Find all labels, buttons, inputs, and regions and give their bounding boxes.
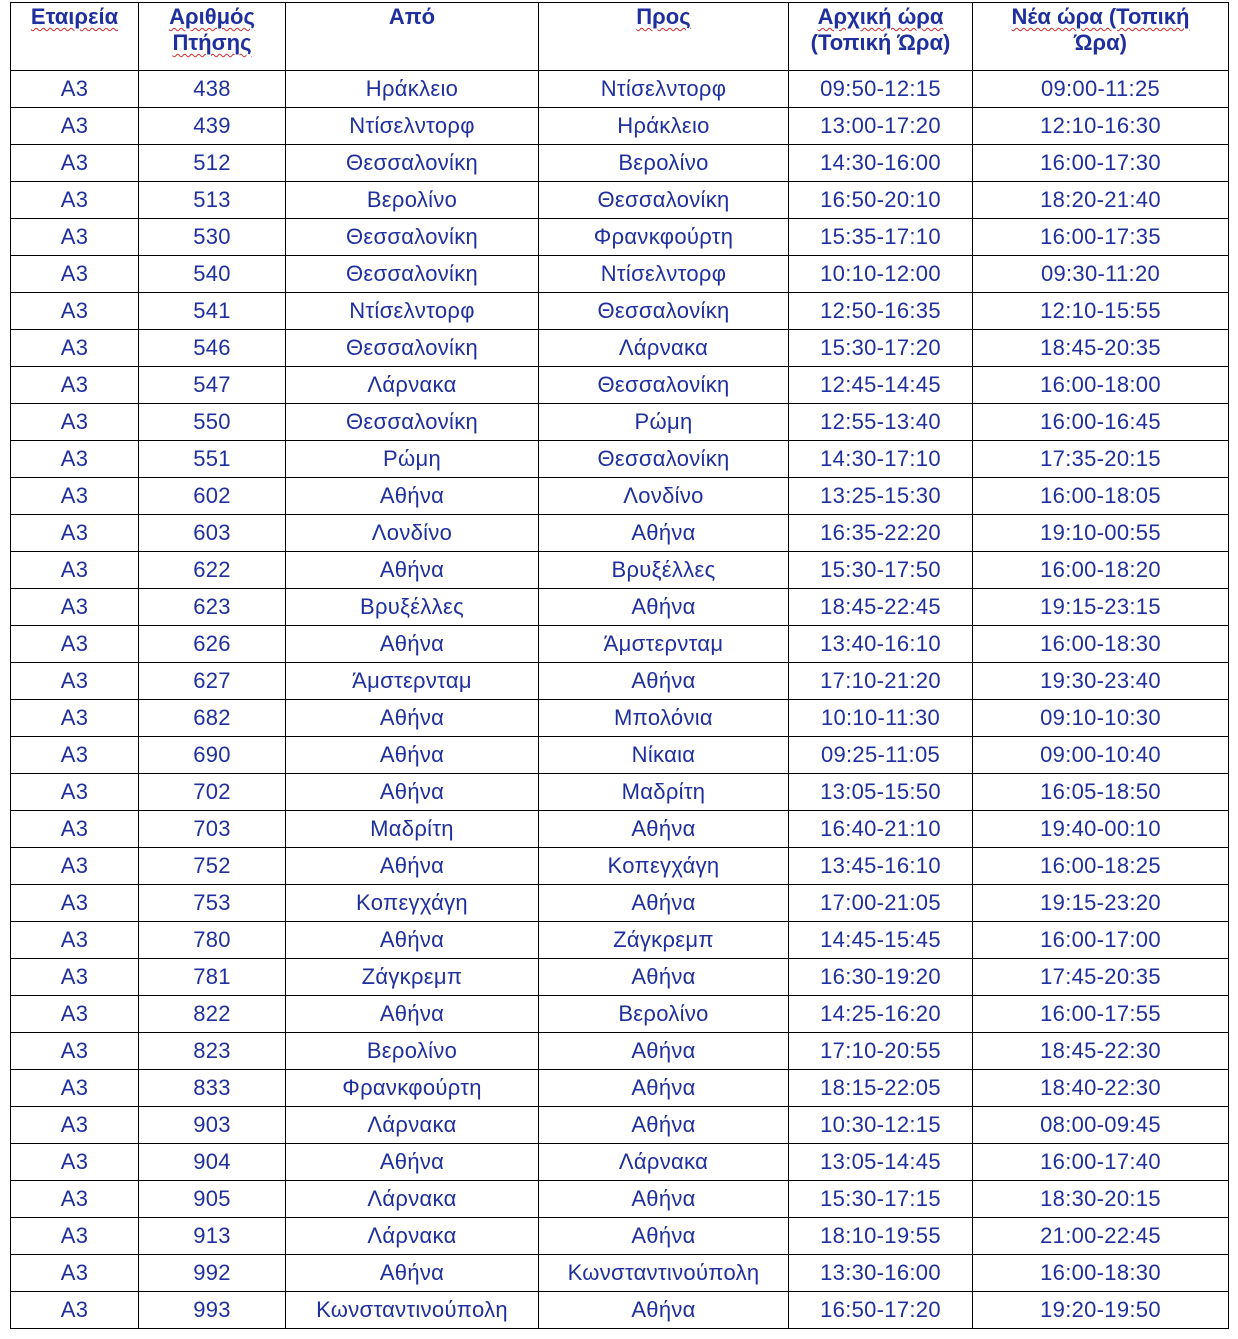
airline-cell: A3 [11, 71, 139, 108]
original-time-cell: 12:45-14:45 [789, 367, 973, 404]
table-row [11, 996, 1229, 1033]
from-cell: Αθήνα [286, 922, 539, 959]
flight-number-cell: 540 [139, 256, 286, 293]
header-new-time: Νέα ώρα (Τοπική Ώρα) [973, 3, 1229, 71]
table-row [11, 1144, 1229, 1181]
to-cell: Αθήνα [539, 589, 789, 626]
table-row [11, 737, 1229, 774]
table-row [11, 589, 1229, 626]
original-time-cell: 15:30-17:15 [789, 1181, 973, 1218]
flight-number-cell: 993 [139, 1292, 286, 1329]
original-time-cell: 10:30-12:15 [789, 1107, 973, 1144]
original-time-cell: 10:10-11:30 [789, 700, 973, 737]
airline-cell: A3 [11, 1144, 139, 1181]
table-row [11, 330, 1229, 367]
new-time-cell: 19:15-23:20 [973, 885, 1229, 922]
flight-number-cell: 753 [139, 885, 286, 922]
to-cell: Κοπεγχάγη [539, 848, 789, 885]
new-time-cell: 16:00-18:05 [973, 478, 1229, 515]
from-cell: Λονδίνο [286, 515, 539, 552]
new-time-cell: 19:20-19:50 [973, 1292, 1229, 1329]
from-cell: Ηράκλειο [286, 71, 539, 108]
from-cell: Αθήνα [286, 552, 539, 589]
original-time-cell: 16:35-22:20 [789, 515, 973, 552]
flight-number-cell: 627 [139, 663, 286, 700]
flight-number-cell: 603 [139, 515, 286, 552]
original-time-cell: 13:25-15:30 [789, 478, 973, 515]
flight-number-cell: 823 [139, 1033, 286, 1070]
to-cell: Θεσσαλονίκη [539, 367, 789, 404]
new-time-cell: 19:30-23:40 [973, 663, 1229, 700]
to-cell: Αθήνα [539, 959, 789, 996]
flight-number-cell: 512 [139, 145, 286, 182]
flight-number-cell: 439 [139, 108, 286, 145]
table-row [11, 922, 1229, 959]
original-time-cell: 18:10-19:55 [789, 1218, 973, 1255]
header-original-time: Αρχική ώρα (Τοπική Ώρα) [789, 3, 973, 71]
airline-cell: A3 [11, 811, 139, 848]
new-time-cell: 09:30-11:20 [973, 256, 1229, 293]
from-cell: Αθήνα [286, 996, 539, 1033]
table-row [11, 626, 1229, 663]
to-cell: Βερολίνο [539, 996, 789, 1033]
to-cell: Ηράκλειο [539, 108, 789, 145]
airline-cell: A3 [11, 293, 139, 330]
airline-cell: A3 [11, 885, 139, 922]
airline-cell: A3 [11, 1218, 139, 1255]
to-cell: Αθήνα [539, 515, 789, 552]
header-to: Προς [539, 3, 789, 71]
flight-number-cell: 623 [139, 589, 286, 626]
new-time-cell: 16:00-18:20 [973, 552, 1229, 589]
from-cell: Κωνσταντινούπολη [286, 1292, 539, 1329]
original-time-cell: 13:00-17:20 [789, 108, 973, 145]
flight-number-cell: 781 [139, 959, 286, 996]
from-cell: Βερολίνο [286, 182, 539, 219]
new-time-cell: 12:10-15:55 [973, 293, 1229, 330]
to-cell: Αθήνα [539, 1181, 789, 1218]
to-cell: Αθήνα [539, 1107, 789, 1144]
from-cell: Θεσσαλονίκη [286, 145, 539, 182]
flight-number-cell: 752 [139, 848, 286, 885]
from-cell: Αθήνα [286, 626, 539, 663]
new-time-cell: 16:05-18:50 [973, 774, 1229, 811]
table-row [11, 441, 1229, 478]
header-from: Από [286, 3, 539, 71]
airline-cell: A3 [11, 404, 139, 441]
to-cell: Αθήνα [539, 1033, 789, 1070]
airline-cell: A3 [11, 1107, 139, 1144]
original-time-cell: 16:30-19:20 [789, 959, 973, 996]
new-time-cell: 09:00-10:40 [973, 737, 1229, 774]
original-time-cell: 16:40-21:10 [789, 811, 973, 848]
original-time-cell: 18:15-22:05 [789, 1070, 973, 1107]
flight-number-cell: 913 [139, 1218, 286, 1255]
original-time-cell: 15:30-17:50 [789, 552, 973, 589]
airline-cell: A3 [11, 589, 139, 626]
to-cell: Λάρνακα [539, 1144, 789, 1181]
to-cell: Λάρνακα [539, 330, 789, 367]
new-time-cell: 12:10-16:30 [973, 108, 1229, 145]
flight-number-cell: 690 [139, 737, 286, 774]
table-row [11, 552, 1229, 589]
new-time-cell: 19:10-00:55 [973, 515, 1229, 552]
flight-number-cell: 903 [139, 1107, 286, 1144]
flight-number-cell: 992 [139, 1255, 286, 1292]
original-time-cell: 16:50-17:20 [789, 1292, 973, 1329]
to-cell: Αθήνα [539, 885, 789, 922]
airline-cell: A3 [11, 256, 139, 293]
table-row [11, 1181, 1229, 1218]
table-row [11, 811, 1229, 848]
flight-number-cell: 702 [139, 774, 286, 811]
from-cell: Αθήνα [286, 774, 539, 811]
flight-number-cell: 703 [139, 811, 286, 848]
new-time-cell: 17:35-20:15 [973, 441, 1229, 478]
table-row [11, 367, 1229, 404]
airline-cell: A3 [11, 922, 139, 959]
to-cell: Ζάγκρεμπ [539, 922, 789, 959]
original-time-cell: 18:45-22:45 [789, 589, 973, 626]
to-cell: Νίκαια [539, 737, 789, 774]
original-time-cell: 13:30-16:00 [789, 1255, 973, 1292]
header-airline: Εταιρεία [11, 3, 139, 71]
from-cell: Μαδρίτη [286, 811, 539, 848]
table-row [11, 219, 1229, 256]
from-cell: Βερολίνο [286, 1033, 539, 1070]
from-cell: Άμστερνταμ [286, 663, 539, 700]
airline-cell: A3 [11, 1070, 139, 1107]
from-cell: Ντίσελντορφ [286, 108, 539, 145]
to-cell: Μαδρίτη [539, 774, 789, 811]
header-flight-number: Αριθμός Πτήσης [139, 3, 286, 71]
new-time-cell: 18:30-20:15 [973, 1181, 1229, 1218]
to-cell: Μπολόνια [539, 700, 789, 737]
new-time-cell: 16:00-18:30 [973, 1255, 1229, 1292]
table-body [11, 71, 1229, 1329]
airline-cell: A3 [11, 700, 139, 737]
airline-cell: A3 [11, 1181, 139, 1218]
airline-cell: A3 [11, 108, 139, 145]
from-cell: Λάρνακα [286, 367, 539, 404]
to-cell: Θεσσαλονίκη [539, 182, 789, 219]
from-cell: Αθήνα [286, 848, 539, 885]
original-time-cell: 17:10-20:55 [789, 1033, 973, 1070]
to-cell: Θεσσαλονίκη [539, 293, 789, 330]
from-cell: Θεσσαλονίκη [286, 219, 539, 256]
new-time-cell: 17:45-20:35 [973, 959, 1229, 996]
to-cell: Αθήνα [539, 663, 789, 700]
airline-cell: A3 [11, 367, 139, 404]
to-cell: Αθήνα [539, 1292, 789, 1329]
new-time-cell: 19:40-00:10 [973, 811, 1229, 848]
to-cell: Βρυξέλλες [539, 552, 789, 589]
to-cell: Ντίσελντορφ [539, 256, 789, 293]
new-time-cell: 16:00-17:35 [973, 219, 1229, 256]
table-row [11, 404, 1229, 441]
table-row [11, 478, 1229, 515]
new-time-cell: 18:20-21:40 [973, 182, 1229, 219]
flight-number-cell: 550 [139, 404, 286, 441]
to-cell: Ρώμη [539, 404, 789, 441]
new-time-cell: 16:00-18:00 [973, 367, 1229, 404]
airline-cell: A3 [11, 1033, 139, 1070]
new-time-cell: 16:00-18:30 [973, 626, 1229, 663]
original-time-cell: 13:45-16:10 [789, 848, 973, 885]
airline-cell: A3 [11, 441, 139, 478]
to-cell: Αθήνα [539, 1218, 789, 1255]
original-time-cell: 17:10-21:20 [789, 663, 973, 700]
airline-cell: A3 [11, 996, 139, 1033]
from-cell: Αθήνα [286, 1144, 539, 1181]
table-row [11, 1218, 1229, 1255]
original-time-cell: 14:45-15:45 [789, 922, 973, 959]
airline-cell: A3 [11, 1255, 139, 1292]
new-time-cell: 16:00-17:40 [973, 1144, 1229, 1181]
airline-cell: A3 [11, 478, 139, 515]
from-cell: Θεσσαλονίκη [286, 330, 539, 367]
flight-number-cell: 626 [139, 626, 286, 663]
to-cell: Θεσσαλονίκη [539, 441, 789, 478]
new-time-cell: 18:40-22:30 [973, 1070, 1229, 1107]
new-time-cell: 09:10-10:30 [973, 700, 1229, 737]
to-cell: Φρανκφούρτη [539, 219, 789, 256]
from-cell: Αθήνα [286, 700, 539, 737]
new-time-cell: 16:00-17:30 [973, 145, 1229, 182]
from-cell: Αθήνα [286, 478, 539, 515]
original-time-cell: 16:50-20:10 [789, 182, 973, 219]
header-row [11, 3, 1229, 71]
flight-number-cell: 905 [139, 1181, 286, 1218]
new-time-cell: 09:00-11:25 [973, 71, 1229, 108]
new-time-cell: 16:00-17:55 [973, 996, 1229, 1033]
flight-number-cell: 622 [139, 552, 286, 589]
table-row [11, 885, 1229, 922]
from-cell: Θεσσαλονίκη [286, 404, 539, 441]
airline-cell: A3 [11, 663, 139, 700]
from-cell: Ντίσελντορφ [286, 293, 539, 330]
to-cell: Λονδίνο [539, 478, 789, 515]
flight-schedule-table [10, 2, 1229, 1329]
original-time-cell: 17:00-21:05 [789, 885, 973, 922]
new-time-cell: 16:00-17:00 [973, 922, 1229, 959]
airline-cell: A3 [11, 848, 139, 885]
table-row [11, 145, 1229, 182]
table-row [11, 959, 1229, 996]
original-time-cell: 15:30-17:20 [789, 330, 973, 367]
from-cell: Ζάγκρεμπ [286, 959, 539, 996]
from-cell: Βρυξέλλες [286, 589, 539, 626]
airline-cell: A3 [11, 552, 139, 589]
from-cell: Αθήνα [286, 1255, 539, 1292]
airline-cell: A3 [11, 330, 139, 367]
table-row [11, 1292, 1229, 1329]
from-cell: Φρανκφούρτη [286, 1070, 539, 1107]
new-time-cell: 16:00-16:45 [973, 404, 1229, 441]
original-time-cell: 14:30-16:00 [789, 145, 973, 182]
flight-number-cell: 602 [139, 478, 286, 515]
new-time-cell: 19:15-23:15 [973, 589, 1229, 626]
original-time-cell: 14:30-17:10 [789, 441, 973, 478]
to-cell: Ντίσελντορφ [539, 71, 789, 108]
original-time-cell: 13:05-14:45 [789, 1144, 973, 1181]
table-row [11, 515, 1229, 552]
flight-number-cell: 547 [139, 367, 286, 404]
original-time-cell: 13:40-16:10 [789, 626, 973, 663]
flight-number-cell: 833 [139, 1070, 286, 1107]
flight-number-cell: 438 [139, 71, 286, 108]
new-time-cell: 18:45-22:30 [973, 1033, 1229, 1070]
flight-number-cell: 513 [139, 182, 286, 219]
airline-cell: A3 [11, 1292, 139, 1329]
table-row [11, 1033, 1229, 1070]
flight-number-cell: 530 [139, 219, 286, 256]
flight-number-cell: 541 [139, 293, 286, 330]
to-cell: Αθήνα [539, 811, 789, 848]
table-row [11, 293, 1229, 330]
new-time-cell: 18:45-20:35 [973, 330, 1229, 367]
from-cell: Λάρνακα [286, 1218, 539, 1255]
flight-number-cell: 780 [139, 922, 286, 959]
from-cell: Ρώμη [286, 441, 539, 478]
airline-cell: A3 [11, 626, 139, 663]
to-cell: Αθήνα [539, 1070, 789, 1107]
original-time-cell: 12:50-16:35 [789, 293, 973, 330]
from-cell: Αθήνα [286, 737, 539, 774]
original-time-cell: 15:35-17:10 [789, 219, 973, 256]
from-cell: Θεσσαλονίκη [286, 256, 539, 293]
table-row [11, 1070, 1229, 1107]
table-row [11, 1107, 1229, 1144]
from-cell: Λάρνακα [286, 1181, 539, 1218]
to-cell: Κωνσταντινούπολη [539, 1255, 789, 1292]
airline-cell: A3 [11, 959, 139, 996]
table-row [11, 71, 1229, 108]
table-row [11, 108, 1229, 145]
airline-cell: A3 [11, 774, 139, 811]
original-time-cell: 09:25-11:05 [789, 737, 973, 774]
table-row [11, 182, 1229, 219]
flight-number-cell: 551 [139, 441, 286, 478]
from-cell: Κοπεγχάγη [286, 885, 539, 922]
new-time-cell: 21:00-22:45 [973, 1218, 1229, 1255]
airline-cell: A3 [11, 182, 139, 219]
airline-cell: A3 [11, 145, 139, 182]
to-cell: Άμστερνταμ [539, 626, 789, 663]
airline-cell: A3 [11, 737, 139, 774]
original-time-cell: 13:05-15:50 [789, 774, 973, 811]
original-time-cell: 10:10-12:00 [789, 256, 973, 293]
table-row [11, 1255, 1229, 1292]
table-row [11, 848, 1229, 885]
original-time-cell: 09:50-12:15 [789, 71, 973, 108]
table-row [11, 663, 1229, 700]
table-row [11, 774, 1229, 811]
airline-cell: A3 [11, 515, 139, 552]
table-row [11, 256, 1229, 293]
flight-number-cell: 822 [139, 996, 286, 1033]
from-cell: Λάρνακα [286, 1107, 539, 1144]
original-time-cell: 12:55-13:40 [789, 404, 973, 441]
table-row [11, 700, 1229, 737]
flight-number-cell: 546 [139, 330, 286, 367]
original-time-cell: 14:25-16:20 [789, 996, 973, 1033]
new-time-cell: 08:00-09:45 [973, 1107, 1229, 1144]
to-cell: Βερολίνο [539, 145, 789, 182]
flight-number-cell: 904 [139, 1144, 286, 1181]
airline-cell: A3 [11, 219, 139, 256]
flight-number-cell: 682 [139, 700, 286, 737]
new-time-cell: 16:00-18:25 [973, 848, 1229, 885]
